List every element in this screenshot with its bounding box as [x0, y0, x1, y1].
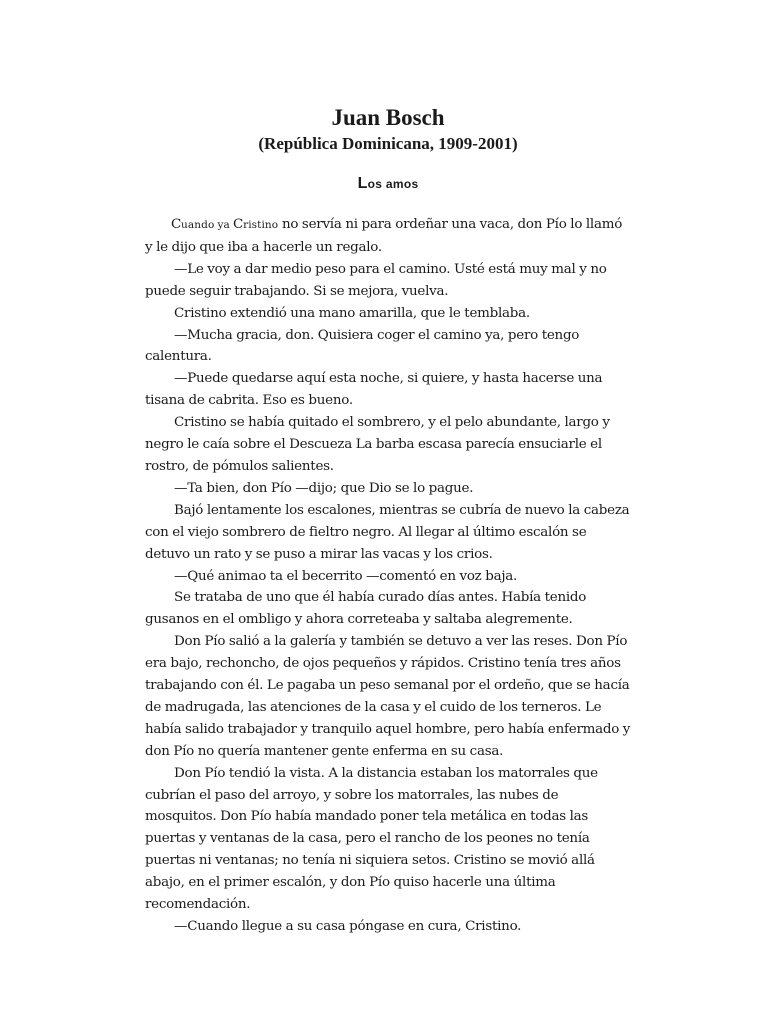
paragraph: —Le voy a dar medio peso para el camino. Usté está muy mal y no puede seguir trabajando. Si se mejora, vuelva.	[145, 261, 607, 299]
author-name: Juan Bosch	[331, 105, 445, 130]
paragraph: Se trataba de uno que él había curado días antes. Había tenido gusanos en el ombligo y ahora correteaba y saltaba alegremente.	[145, 590, 587, 628]
paragraph: Cristino extendió una mano amarilla, que le temblaba.	[174, 305, 530, 321]
paragraph: —Cuando llegue a su casa póngase en cura, Cristino.	[174, 919, 522, 934]
small-caps-rest: ristino	[243, 219, 279, 231]
paragraph: Bajó lentamente los escalones, mientras se cubría de nuevo la cabeza con el viejo sombrero de fieltro negro. Al llegar al último escalón se detuvo un rato y se puso a mirar las vacas y los crios.	[145, 502, 630, 562]
document-page	[145, 100, 631, 938]
opening-paragraph-text: no servía ni para ordeñar una vaca, don Pío lo llamó y le dijo que iba a hacerle un regalo.	[145, 217, 623, 255]
small-caps-initial: C	[171, 217, 182, 232]
paragraph: —Ta bien, don Pío —dijo; que Dio se lo pague.	[174, 480, 474, 496]
story-title	[145, 174, 631, 194]
small-caps-rest: uando ya	[181, 219, 234, 231]
paragraph: Don Pío tendió la vista. A la distancia estaban los matorrales que cubrían el paso del arroyo, y sobre los matorrales, las nubes de mosquitos. Don Pío había mandado poner tela metálica en todas las puertas y ventanas de la casa, pero el rancho de los peones no tenía puertas ni ventanas; no tenía ni siquiera setos. Cristino se movió allá abajo, en el primer escalón, y don Pío quiso hacerle una última recomendación.	[145, 765, 598, 913]
story-title-initial: L	[357, 175, 368, 192]
paragraph: —Mucha gracia, don. Quisiera coger el camino ya, pero tengo calentura.	[145, 327, 580, 365]
story-body	[145, 214, 631, 938]
author-subtitle: (República Dominicana, 1909-2001)	[258, 134, 518, 153]
paragraph: Cristino se había quitado el sombrero, y el pelo abundante, largo y negro le caía sobre el Descueza La barba escasa parecía ensuciarle el rostro, de pómulos salientes.	[145, 415, 610, 474]
paragraph: —Puede quedarse aquí esta noche, si quiere, y hasta hacerse una tisana de cabrita. Eso es bueno.	[145, 371, 603, 409]
story-title-rest: os amos	[367, 177, 419, 191]
opening-paragraph	[145, 214, 631, 259]
paragraph: —Qué animao ta el becerrito —comentó en voz baja.	[174, 568, 518, 584]
paragraph: Don Pío salió a la galería y también se detuvo a ver las reses. Don Pío era bajo, rechoncho, de ojos pequeños y rápidos. Cristino tenía tres años trabajando con él. Le pagaba un peso semanal por el ordeño, que se hacía de madrugada, las atenciones de la casa y el cuido de los terneros. Le había salido trabajador y tranquilo aquel hombre, pero había enfermado y don Pío no quería mantener gente enferma en su casa.	[145, 634, 631, 759]
small-caps-initial: C	[233, 217, 244, 232]
